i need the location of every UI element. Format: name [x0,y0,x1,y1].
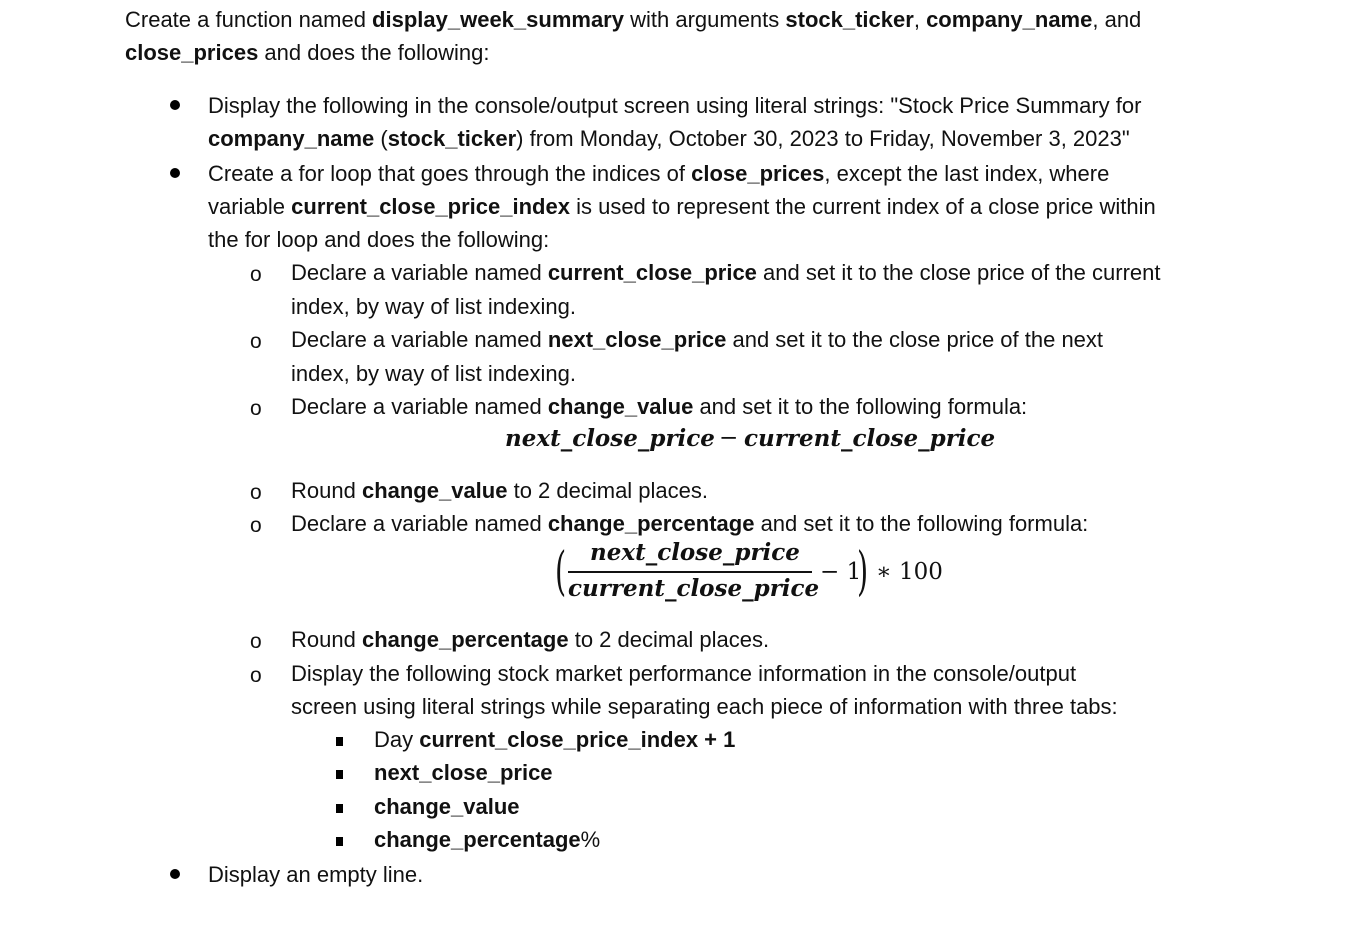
sub-bullet-o-4: o [250,481,262,504]
item-3: change_value [374,794,520,819]
bullet-dot-3 [170,869,180,879]
square-bullet-3 [336,804,343,813]
sub-5-line-1: Declare a variable named change_percentage and set it to the following formula: [291,511,1089,536]
arg-company-name: company_name [926,7,1093,32]
formula-2-numerator: next_close_price [590,539,800,566]
formula-1-operator: − [719,425,739,451]
bullet-2-line-2: variable current_close_price_index is used to represent the current index of a close price within [208,194,1156,219]
sub-bullet-o-3: o [250,397,262,420]
bullet-dot-2 [170,168,180,178]
bullet-2-line-1: Create a for loop that goes through the indices of close_prices, except the last index, where [208,161,1110,186]
sub-6-line-1: Round change_percentage to 2 decimal places. [291,627,770,652]
formula-2-minus-one: − 1 [820,559,862,585]
formula-2-close-paren: ) [857,542,869,602]
formula-2-open-paren: ( [555,542,567,602]
sub-2-line-1: Declare a variable named next_close_price and set it to the close price of the next [291,327,1104,352]
formula-1-left: next_close_price [505,425,715,452]
formula-2-fraction-bar [568,571,812,573]
intro-line-2: close_prices and does the following: [125,40,490,65]
sub-bullet-o-5: o [250,514,262,537]
sub-bullet-o-1: o [250,263,262,286]
bullet-1-line-2: company_name (stock_ticker) from Monday, October 30, 2023 to Friday, November 3, 2023" [208,126,1130,151]
square-bullet-1 [336,737,343,746]
item-4: change_percentage% [374,827,601,852]
sub-2-line-2: index, by way of list indexing. [291,361,576,386]
sub-3-line-1: Declare a variable named change_value and set it to the following formula: [291,394,1028,419]
bullet-1-line-1: Display the following in the console/output screen using literal strings: "Stock Price Summary for [208,93,1142,118]
square-bullet-4 [336,837,343,846]
function-name: display_week_summary [372,7,624,32]
bullet-dot-1 [170,100,180,110]
bullet-3-line-1: Display an empty line. [208,862,424,887]
formula-1-right: current_close_price [744,425,996,452]
sub-7-line-2: screen using literal strings while separating each piece of information with three tabs: [291,694,1118,719]
arg-stock-ticker: stock_ticker [785,7,914,32]
intro-line-1: Create a function named display_week_summary with arguments stock_ticker, company_name, and [125,7,1142,32]
square-bullet-2 [336,770,343,779]
bullet-2-line-3: the for loop and does the following: [208,227,550,252]
sub-1-line-2: index, by way of list indexing. [291,294,576,319]
item-1: Day current_close_price_index + 1 [374,727,736,752]
formula-2-denominator: current_close_price [568,575,820,602]
sub-bullet-o-2: o [250,330,262,353]
sub-bullet-o-6: o [250,630,262,653]
item-2: next_close_price [374,760,553,785]
arg-close-prices: close_prices [125,40,259,65]
formula-2-times-100: ∗ 100 [876,559,943,585]
sub-7-line-1: Display the following stock market performance information in the console/output [291,661,1077,686]
sub-4-line-1: Round change_value to 2 decimal places. [291,478,709,503]
sub-1-line-1: Declare a variable named current_close_price and set it to the close price of the current [291,260,1161,285]
sub-bullet-o-7: o [250,664,262,687]
